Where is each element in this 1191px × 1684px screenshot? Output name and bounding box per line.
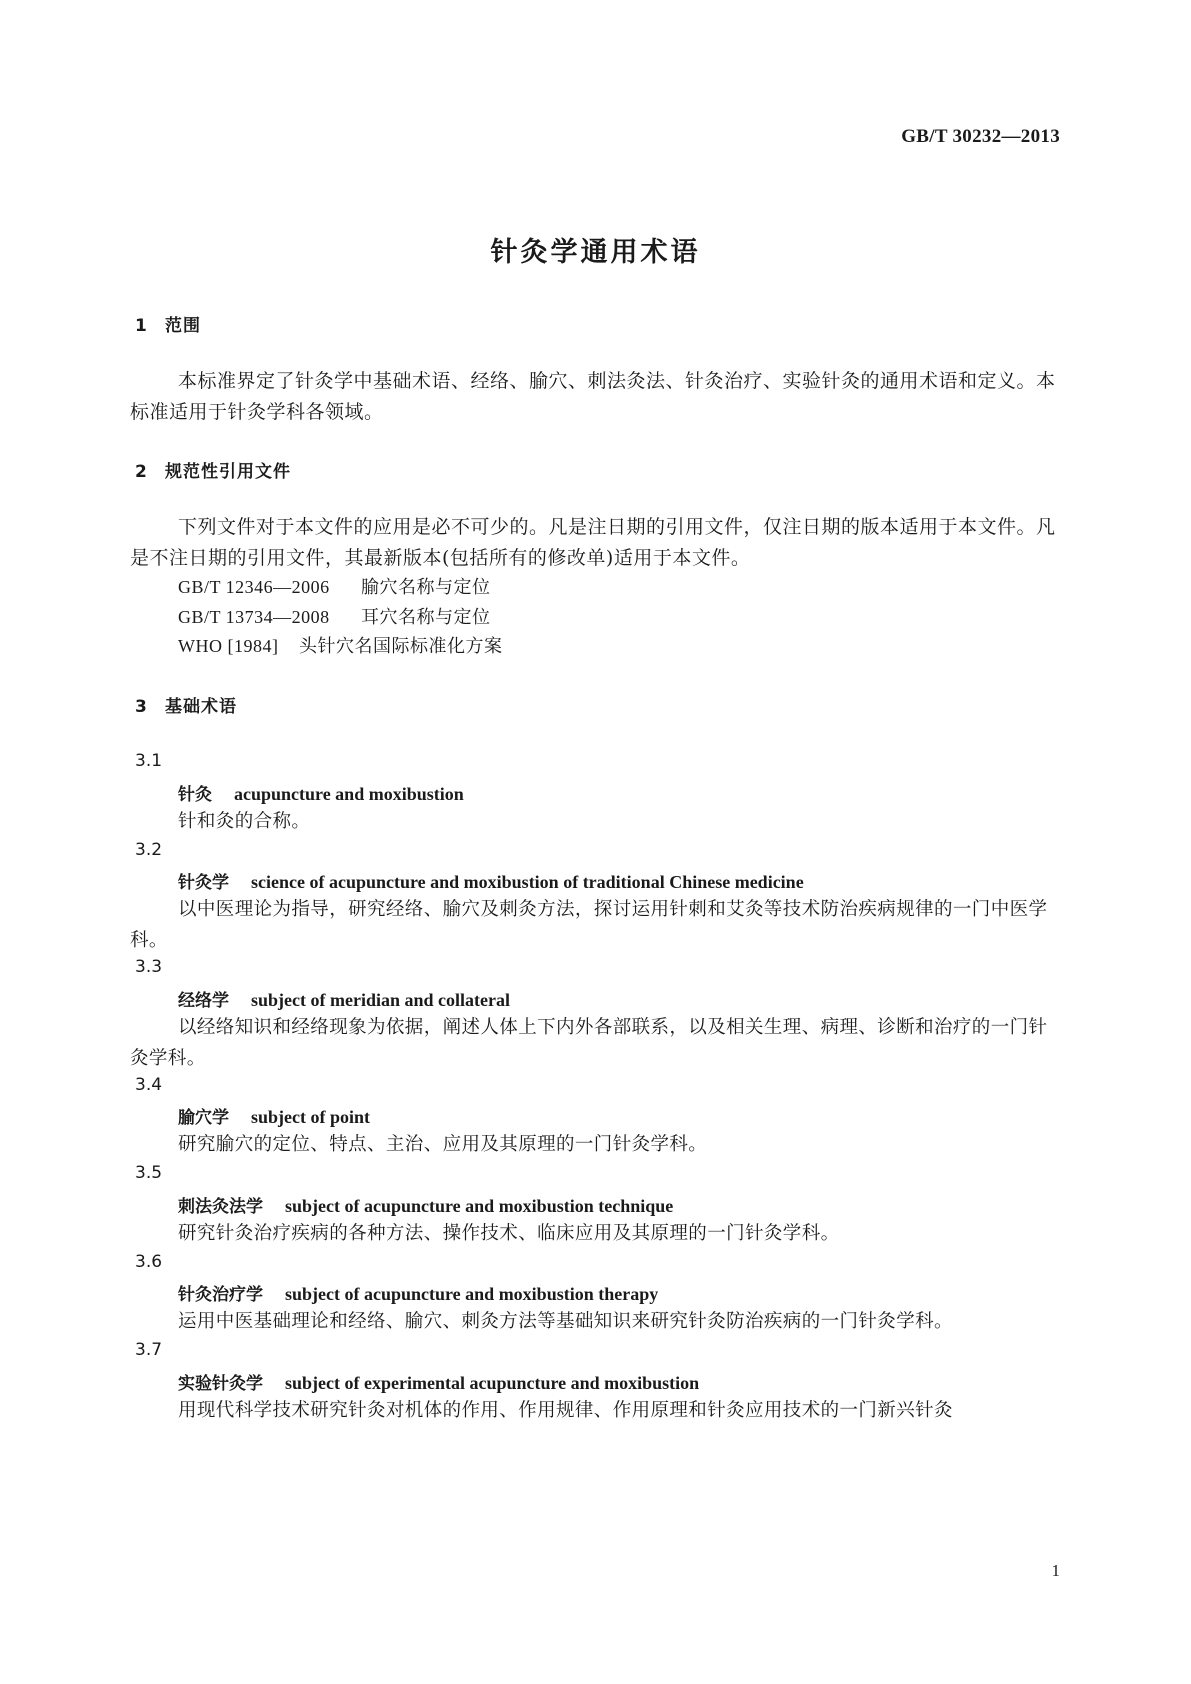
term-number: 3.2 — [135, 840, 163, 860]
section-number: 2 — [135, 462, 148, 482]
section-number: 3 — [135, 697, 148, 717]
section-heading-basic-terms — [135, 692, 237, 717]
term-english: subject of point — [251, 1107, 371, 1127]
term-definition: 用现代科学技术研究针灸对机体的作用、作用规律、作用原理和针灸应用技术的一门新兴针灸 — [178, 1400, 953, 1421]
reference-code: GB/T 12346—2006 — [178, 577, 330, 597]
term-chinese: 实验针灸学 — [178, 1374, 263, 1394]
term-chinese: 经络学 — [178, 991, 229, 1011]
term-entry — [178, 868, 804, 893]
term-chinese: 针灸学 — [178, 873, 229, 893]
term-chinese: 针灸 — [178, 785, 212, 805]
term-english: subject of acupuncture and moxibustion therapy — [285, 1284, 659, 1304]
reference-name: 头针穴名国际标准化方案 — [299, 636, 503, 657]
section-heading-scope — [135, 311, 201, 336]
section-title: 规范性引用文件 — [165, 462, 291, 482]
term-entry — [178, 1103, 370, 1128]
term-definition: 以经络知识和经络现象为依据，阐述人体上下内外各部联系，以及相关生理、病理、诊断和治疗的一门针灸学科。 — [130, 1017, 1048, 1069]
page-number: 1 — [1051, 1561, 1060, 1580]
section-heading-normative-references — [135, 457, 291, 482]
reference-name: 腧穴名称与定位 — [361, 577, 491, 598]
term-english: acupuncture and moxibustion — [234, 784, 464, 804]
term-entry — [178, 1280, 658, 1305]
reference-item — [178, 573, 491, 599]
term-english: subject of meridian and collateral — [251, 990, 510, 1010]
section-title: 基础术语 — [165, 697, 237, 717]
term-entry — [178, 986, 510, 1011]
term-definition: 以中医理论为指导，研究经络、腧穴及刺灸方法，探讨运用针刺和艾灸等技术防治疾病规律的一门中医学科。 — [130, 899, 1048, 951]
term-number: 3.1 — [135, 751, 163, 771]
term-number: 3.4 — [135, 1075, 163, 1095]
term-entry — [178, 1192, 673, 1217]
term-chinese: 针灸治疗学 — [178, 1285, 263, 1305]
term-entry — [178, 780, 464, 805]
term-english: science of acupuncture and moxibustion of traditional Chinese medicine — [251, 872, 804, 892]
term-number: 3.7 — [135, 1340, 163, 1360]
term-definition: 研究腧穴的定位、特点、主治、应用及其原理的一门针灸学科。 — [178, 1134, 708, 1155]
term-entry — [178, 1369, 699, 1394]
reference-item — [178, 632, 503, 658]
term-chinese: 刺法灸法学 — [178, 1197, 263, 1217]
term-definition: 运用中医基础理论和经络、腧穴、刺灸方法等基础知识来研究针灸防治疾病的一门针灸学科。 — [178, 1311, 953, 1332]
document-title: 针灸学通用术语 — [490, 237, 701, 268]
references-paragraph: 下列文件对于本文件的应用是必不可少的。凡是注日期的引用文件，仅注日期的版本适用于本文件。凡是不注日期的引用文件，其最新版本(包括所有的修改单)适用于本文件。 — [130, 516, 1056, 569]
term-number: 3.5 — [135, 1163, 163, 1183]
term-number: 3.6 — [135, 1252, 163, 1272]
section-title: 范围 — [165, 316, 201, 336]
term-number: 3.3 — [135, 957, 163, 977]
term-chinese: 腧穴学 — [178, 1108, 229, 1128]
term-definition: 研究针灸治疗疾病的各种方法、操作技术、临床应用及其原理的一门针灸学科。 — [178, 1223, 840, 1244]
reference-name: 耳穴名称与定位 — [361, 607, 491, 628]
reference-item — [178, 603, 491, 629]
reference-code: GB/T 13734—2008 — [178, 607, 330, 627]
reference-code: WHO [1984] — [178, 636, 279, 656]
scope-paragraph: 本标准界定了针灸学中基础术语、经络、腧穴、刺法灸法、针灸治疗、实验针灸的通用术语和定义。本标准适用于针灸学科各领域。 — [130, 370, 1056, 423]
term-definition: 针和灸的合称。 — [178, 811, 311, 832]
term-english: subject of experimental acupuncture and moxibustion — [285, 1373, 700, 1393]
section-number: 1 — [135, 316, 148, 336]
term-english: subject of acupuncture and moxibustion technique — [285, 1196, 674, 1216]
standard-code: GB/T 30232—2013 — [901, 126, 1060, 147]
